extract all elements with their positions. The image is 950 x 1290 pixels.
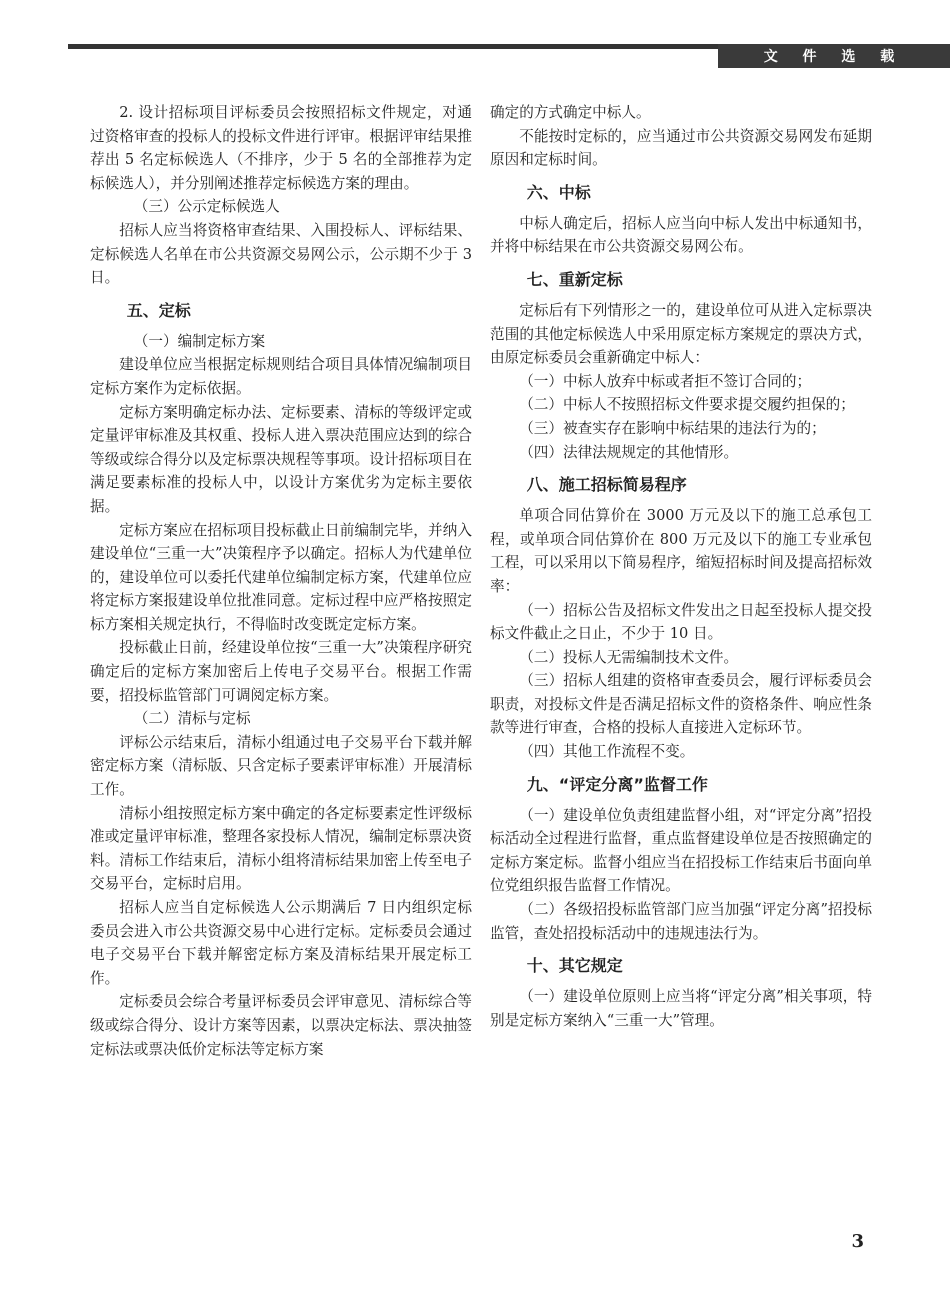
paragraph: （四）法律法规规定的其他情形。 bbox=[519, 443, 739, 461]
subsection-title: （二）清标与定标 bbox=[133, 710, 251, 728]
paragraph: 中标人确定后，招标人应当向中标人发出中标通知书，并将中标结果在市公共资源交易网公布。 bbox=[490, 214, 872, 256]
paragraph: （一）建设单位原则上应当将“评定分离”相关事项，特别是定标方案纳入“三重一大”管理。 bbox=[490, 988, 872, 1029]
section-header: 文 件 选 载 bbox=[718, 44, 950, 68]
paragraph: 定标方案应在招标项目投标截止日前编制完毕，并纳入建设单位“三重一大”决策程序予以确定。招标人为代建单位的，建设单位可以委托代建单位编制定标方案，代建单位应将定标方案报建设单位批准同意。定标过程中应严格按照定标方案相关规定执行，不得临时改变既定定标方案。 bbox=[90, 521, 472, 633]
paragraph: 投标截止日前，经建设单位按“三重一大”决策程序研究确定后的定标方案加密后上传电子交易平台。根据工作需要，招投标监管部门可调阅定标方案。 bbox=[90, 639, 472, 704]
paragraph: （四）其他工作流程不变。 bbox=[519, 743, 695, 761]
paragraph: 建设单位应当根据定标规则结合项目具体情况编制项目定标方案作为定标依据。 bbox=[90, 356, 472, 397]
paragraph: （三）被查实存在影响中标结果的违法行为的； bbox=[519, 419, 826, 437]
right-column bbox=[490, 101, 872, 1032]
paragraph: （二）各级招投标监管部门应当加强“评定分离”招投标监管，查处招投标活动中的违规违法行为。 bbox=[490, 901, 872, 942]
paragraph: （二）投标人无需编制技术文件。 bbox=[519, 648, 739, 666]
section-heading: 九、“评定分离”监督工作 bbox=[526, 774, 708, 794]
paragraph: 单项合同估算价在 3000 万元及以下的施工总承包工程，或单项合同估算价在 800 万元及以下的施工专业承包工程，可以采用以下简易程序，缩短招标时间及提高招标效率： bbox=[490, 507, 872, 595]
section-heading: 六、中标 bbox=[526, 182, 591, 202]
paragraph: （二）中标人不按照招标文件要求提交履约担保的； bbox=[519, 396, 855, 414]
paragraph: （一）招标公告及招标文件发出之日起至投标人提交投标文件截止之日止，不少于 10 日。 bbox=[490, 601, 872, 643]
page-number: 3 bbox=[851, 1231, 864, 1252]
paragraph: 定标方案明确定标办法、定标要素、清标的等级评定或定量评审标准及其权重、投标人进入票决范围应达到的综合等级或综合得分以及定标票决规程等事项。设计招标项目在满足要素标准的投标人中，以设计方案优劣为定标主要依据。 bbox=[90, 403, 472, 515]
left-column bbox=[90, 101, 472, 1061]
paragraph: 2. 设计招标项目评标委员会按照招标文件规定，对通过资格审查的投标人的投标文件进行评审。根据评审结果推荐出 5 名定标候选人（不排序，少于 5 名的全部推荐为定标候选人），并分别阐述推荐定标候选方案的理由。 bbox=[90, 104, 472, 192]
section-heading: 八、施工招标简易程序 bbox=[526, 475, 687, 495]
paragraph: 招标人应当将资格审查结果、入围投标人、评标结果、定标候选人名单在市公共资源交易网公示，公示期不少于 3 日。 bbox=[90, 221, 472, 287]
paragraph: （一）中标人放弃中标或者拒不签订合同的； bbox=[519, 372, 812, 390]
paragraph: 招标人应当自定标候选人公示期满后 7 日内组织定标委员会进入市公共资源交易中心进行定标。定标委员会通过电子交易平台下载并解密定标方案及清标结果开展定标工作。 bbox=[90, 899, 472, 987]
subsection-title: （三）公示定标候选人 bbox=[133, 198, 280, 216]
paragraph: 确定的方式确定中标人。 bbox=[490, 104, 651, 121]
paragraph: 定标后有下列情形之一的，建设单位可从进入定标票决范围的其他定标候选人中采用原定标方案规定的票决方式，由原定标委员会重新确定中标人： bbox=[490, 301, 872, 367]
paragraph: 评标公示结束后，清标小组通过电子交易平台下载并解密定标方案（清标版、只含定标子要素评审标准）开展清标工作。 bbox=[90, 733, 472, 799]
paragraph: 清标小组按照定标方案中确定的各定标要素定性评级标准或定量评审标准，整理各家投标人情况，编制定标票决资料。清标工作结束后，清标小组将清标结果加密上传至电子交易平台，定标时启用。 bbox=[90, 804, 472, 893]
paragraph: 不能按时定标的，应当通过市公共资源交易网发布延期原因和定标时间。 bbox=[490, 127, 872, 169]
paragraph: （三）招标人组建的资格审查委员会，履行评标委员会职责，对投标文件是否满足招标文件的资格条件、响应性条款等进行审查，合格的投标人直接进入定标环节。 bbox=[490, 672, 872, 737]
paragraph: 定标委员会综合考量评标委员会评审意见、清标综合等级或综合得分、设计方案等因素，以票决定标法、票决抽签定标法或票决低价定标法等定标方案 bbox=[90, 993, 472, 1058]
section-heading: 五、定标 bbox=[126, 300, 191, 320]
section-heading: 七、重新定标 bbox=[526, 269, 623, 289]
subsection-title: （一）编制定标方案 bbox=[133, 332, 266, 350]
paragraph: （一）建设单位负责组建监督小组，对“评定分离”招投标活动全过程进行监督，重点监督建设单位是否按照确定的定标方案定标。监督小组应当在招投标工作结束后书面向单位党组织报告监督工作情况。 bbox=[490, 806, 872, 895]
section-heading: 十、其它规定 bbox=[526, 956, 623, 976]
